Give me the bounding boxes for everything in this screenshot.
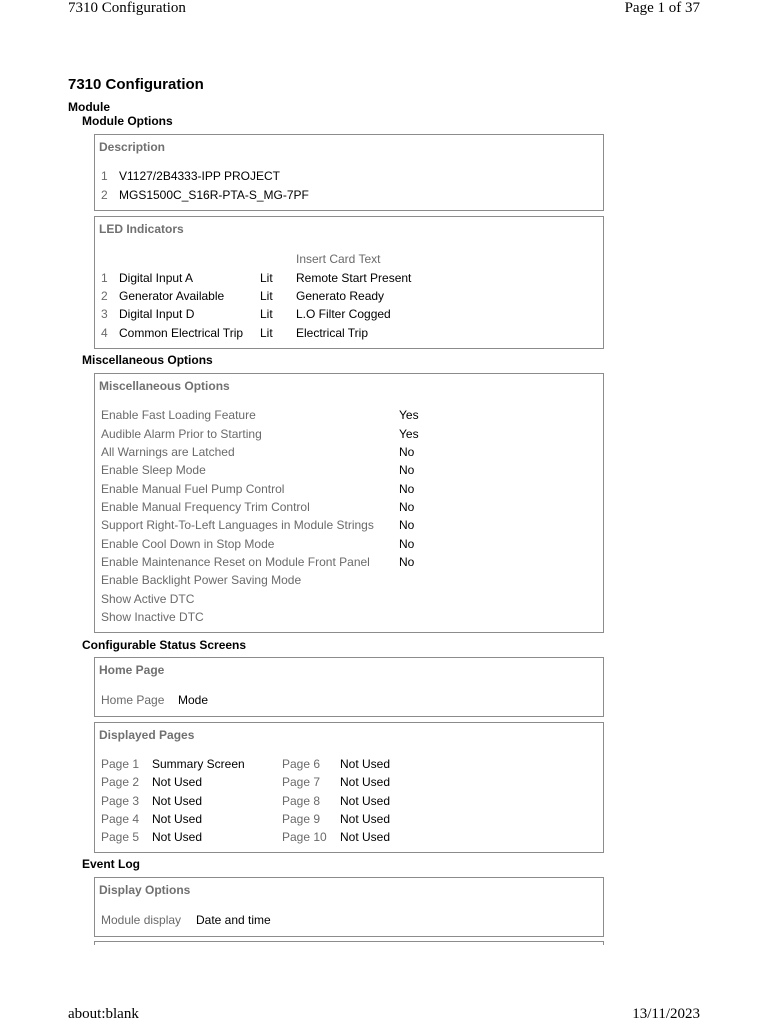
option-value: Yes [399,408,419,422]
option-label: Show Inactive DTC [101,610,204,624]
row-number: 1 [101,271,108,285]
option-value: Yes [399,427,419,441]
row-number: 4 [101,326,108,340]
led-input: Digital Input D [119,307,195,321]
option-value: No [399,482,415,496]
page-label: Page 1 [101,757,140,771]
page-value: Not Used [152,775,203,789]
option-label: Enable Sleep Mode [101,463,206,477]
panel-title: LED Indicators [99,222,184,236]
led-card-text: Electrical Trip [296,326,369,340]
page-label: Page 6 [282,757,321,771]
page-value: Not Used [340,794,391,808]
print-footer-url: about:blank [68,1006,139,1022]
led-state: Lit [260,307,273,321]
print-footer-date: 13/11/2023 [632,1006,700,1022]
panel-title: Home Page [99,663,165,677]
row-number: 2 [101,188,108,202]
home-page-label: Home Page [101,693,165,707]
display-options-panel [94,877,604,937]
page-value: Summary Screen [152,757,245,771]
led-input: Common Electrical Trip [119,326,244,340]
led-card-text: L.O Filter Cogged [296,307,391,321]
next-panel-edge [94,941,604,945]
led-state: Lit [260,271,273,285]
page-value: Not Used [340,830,391,844]
page-label: Page 3 [101,794,140,808]
panel-title: Displayed Pages [99,728,195,742]
displayed-pages-panel [94,722,604,853]
misc-options-panel [94,373,604,633]
page-value: Not Used [340,757,391,771]
option-value: No [399,555,415,569]
page-label: Page 2 [101,775,140,789]
led-state: Lit [260,326,273,340]
option-label: Audible Alarm Prior to Starting [101,427,262,441]
option-value: No [399,537,415,551]
row-number: 3 [101,307,108,321]
led-state: Lit [260,289,273,303]
led-input: Digital Input A [119,271,194,285]
page-value: Not Used [152,812,203,826]
subsection-heading-status-screens: Configurable Status Screens [82,638,247,652]
page-label: Page 5 [101,830,140,844]
row-number: 2 [101,289,108,303]
page-value: Not Used [152,830,203,844]
page-value: Not Used [340,812,391,826]
option-value: No [399,445,415,459]
option-label: Enable Backlight Power Saving Mode [101,573,302,587]
panel-title: Display Options [99,883,191,897]
option-value: No [399,463,415,477]
led-card-text: Generato Ready [296,289,385,303]
page-label: Page 10 [282,830,327,844]
page-label: Page 9 [282,812,321,826]
subsection-heading-module-options: Module Options [82,114,173,128]
description-panel [94,134,604,211]
led-card-text: Remote Start Present [296,271,412,285]
panel-title: Miscellaneous Options [99,379,230,393]
option-label: All Warnings are Latched [101,445,235,459]
panel-title: Description [99,140,166,154]
page-value: Not Used [340,775,391,789]
option-label: Enable Manual Frequency Trim Control [101,500,310,514]
option-value: No [399,518,415,532]
option-label: Enable Maintenance Reset on Module Front Panel [101,555,370,569]
page-title: 7310 Configuration [68,76,204,93]
module-display-label: Module display [101,913,182,927]
option-label: Enable Fast Loading Feature [101,408,256,422]
print-header-title: 7310 Configuration [68,0,186,16]
home-page-value: Mode [178,693,209,707]
led-indicators-panel [94,216,604,349]
page-value: Not Used [152,794,203,808]
module-display-value: Date and time [196,913,271,927]
description-line: MGS1500C_S16R-PTA-S_MG-7PF [119,188,309,202]
section-heading-module: Module [68,100,110,114]
led-input: Generator Available [119,289,225,303]
home-page-panel [94,657,604,717]
subsection-heading-event-log: Event Log [82,857,141,871]
description-line: V1127/2B4333-IPP PROJECT [119,169,280,183]
page-label: Page 4 [101,812,140,826]
option-label: Enable Manual Fuel Pump Control [101,482,285,496]
option-label: Show Active DTC [101,592,195,606]
print-header-page: Page 1 of 37 [624,0,700,16]
subsection-heading-misc: Miscellaneous Options [82,353,213,367]
column-header: Insert Card Text [296,252,381,266]
page-label: Page 7 [282,775,321,789]
option-label: Enable Cool Down in Stop Mode [101,537,275,551]
row-number: 1 [101,169,108,183]
option-value: No [399,500,415,514]
page-label: Page 8 [282,794,321,808]
option-label: Support Right-To-Left Languages in Module Strings [101,518,374,532]
